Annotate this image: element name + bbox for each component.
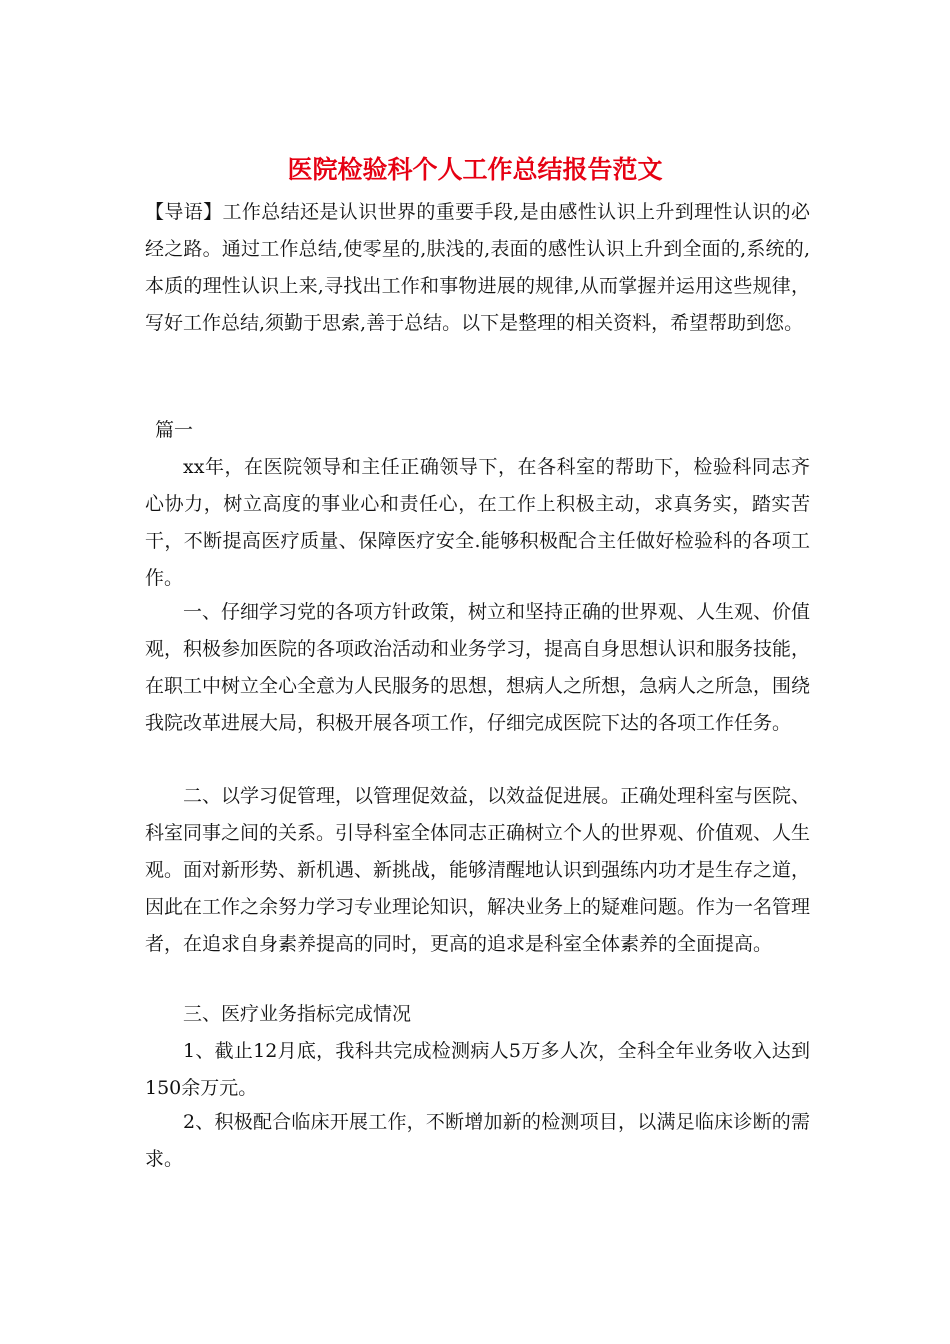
body-paragraph-3: 二、以学习促管理，以管理促效益，以效益促进展。正确处理科室与医院、科室同事之间的关系。引导科室全体同志正确树立个人的世界观、价值观、人生观。面对新形势、新机遇、新挑战，能够清醒地认识到强练内功才是生存之道，因此在工作之余努力学习专业理论知识，解决业务上的疑难问题。作为一名管理者，在追求自身素养提高的同时，更高的追求是科室全体素养的全面提高。 bbox=[145, 785, 811, 955]
section-label: 篇一 bbox=[155, 419, 194, 441]
body-paragraph-5: 2、积极配合临床开展工作，不断增加新的检测项目，以满足临床诊断的需求。 bbox=[145, 1111, 810, 1170]
intro-paragraph: 【导语】工作总结还是认识世界的重要手段,是由感性认识上升到理性认识的必经之路。通过工作总结,使零星的,肤浅的,表面的感性认识上升到全面的,系统的,本质的理性认识上来,寻找出工作和事物进展的规律,从而掌握并运用这些规律，写好工作总结,须勤于思索,善于总结。以下是整理的相关资料，希望帮助到您。 bbox=[145, 201, 810, 334]
document-title: 医院检验科个人工作总结报告范文 bbox=[287, 155, 663, 184]
body-paragraph-1: xx年，在医院领导和主任正确领导下，在各科室的帮助下，检验科同志齐心协力，树立高度的事业心和责任心，在工作上积极主动，求真务实，踏实苦干，不断提高医疗质量、保障医疗安全.能够积极配合主任做好检验科的各项工作。 bbox=[145, 456, 810, 589]
body-paragraph-4: 1、截止12月底，我科共完成检测病人5万多人次，全科全年业务收入达到150余万元。 bbox=[145, 1040, 810, 1099]
section-heading-3: 三、医疗业务指标完成情况 bbox=[183, 1003, 412, 1025]
body-paragraph-2: 一、仔细学习党的各项方针政策，树立和坚持正确的世界观、人生观、价值观，积极参加医院的各项政治活动和业务学习，提高自身思想认识和服务技能，在职工中树立全心全意为人民服务的思想，想病人之所想，急病人之所急，围绕我院改革进展大局，积极开展各项工作，仔细完成医院下达的各项工作任务。 bbox=[145, 601, 811, 734]
